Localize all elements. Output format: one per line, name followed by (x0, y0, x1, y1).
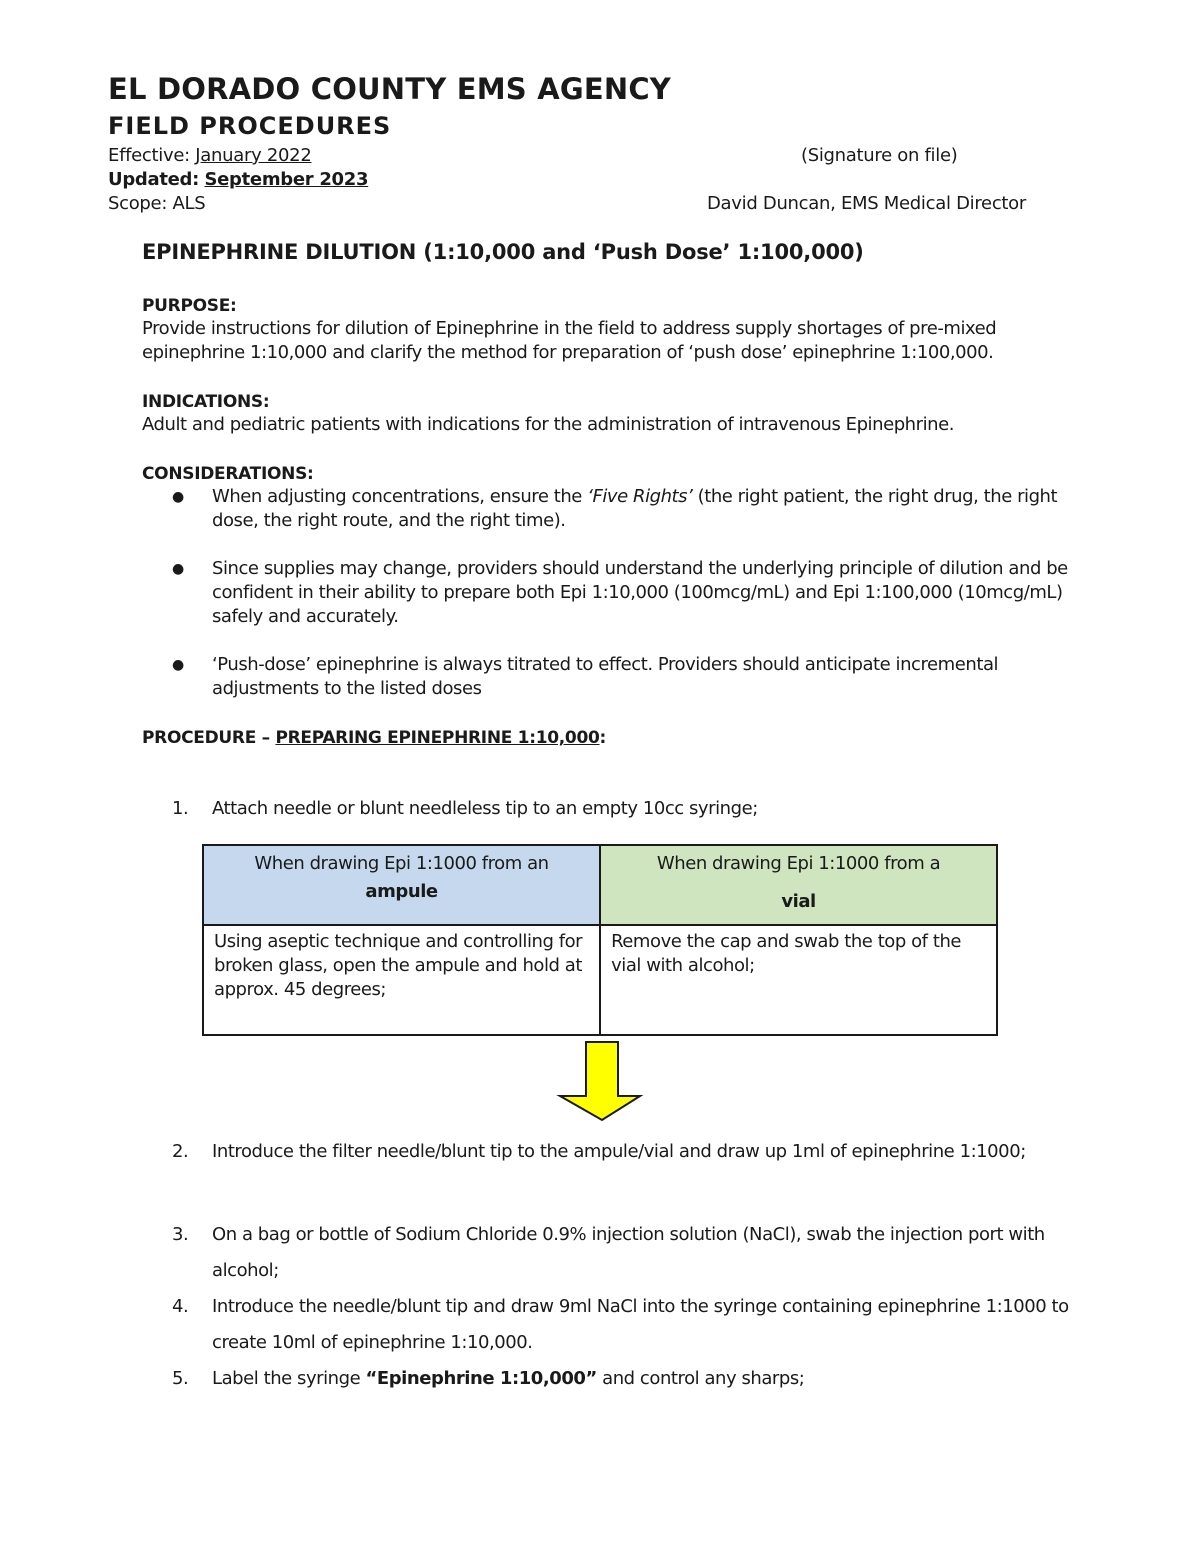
vial-header: When drawing Epi 1:1000 from a vial (600, 845, 997, 925)
ampule-vial-table (202, 844, 998, 1036)
step-number: 1. (172, 798, 189, 819)
step-3: On a bag or bottle of Sodium Chloride 0.9% injection solution (NaCl), swab the injection port with alcohol; (212, 1224, 1045, 1281)
bullet-icon: ● (172, 561, 184, 577)
document-type: FIELD PROCEDURES (108, 112, 392, 140)
scope-line (108, 193, 205, 214)
updated-label: Updated: (108, 169, 200, 190)
purpose-text: Provide instructions for dilution of Epinephrine in the field to address supply shortages of pre-mixed epinephrine 1:10,000 and clarify the method for preparation of ‘push dose’ epinephrine 1:100,000. (142, 318, 997, 363)
effective-date: January 2022 (195, 145, 312, 166)
step-number: 2. (172, 1141, 189, 1162)
step-5: Label the syringe “Epinephrine 1:10,000” and control any sharps; (212, 1368, 805, 1389)
bullet-icon: ● (172, 489, 184, 505)
considerations-heading: CONSIDERATIONS: (142, 464, 314, 484)
purpose-heading: PURPOSE: (142, 296, 237, 316)
step-number: 5. (172, 1368, 189, 1389)
updated-date: September 2023 (204, 169, 369, 190)
scope-value: ALS (172, 193, 206, 214)
consideration-1: When adjusting concentrations, ensure the ‘Five Rights’ (the right patient, the right drug, the right dose, the right route, and the right time). (212, 486, 1058, 531)
effective-label: Effective: (108, 145, 190, 166)
step-2: Introduce the filter needle/blunt tip to the ampule/vial and draw up 1ml of epinephrine 1:1000; (212, 1141, 1026, 1162)
consideration-2: Since supplies may change, providers should understand the underlying principle of dilution and be confident in their ability to prepare both Epi 1:10,000 (100mcg/mL) and Epi 1:100,000 (10mcg/mL) safely and accurately. (212, 558, 1068, 627)
procedure-heading: PROCEDURE – PREPARING EPINEPHRINE 1:10,000: (142, 728, 607, 748)
effective-line (108, 145, 311, 166)
consideration-3: ‘Push-dose’ epinephrine is always titrated to effect. Providers should anticipate incremental adjustments to the listed doses (212, 654, 999, 699)
indications-text: Adult and pediatric patients with indications for the administration of intravenous Epinephrine. (142, 414, 954, 435)
scope-label: Scope: (108, 193, 168, 214)
step-number: 4. (172, 1296, 189, 1317)
ampule-header: When drawing Epi 1:1000 from an ampule (203, 845, 600, 925)
step-4: Introduce the needle/blunt tip and draw 9ml NaCl into the syringe containing epinephrine 1:1000 to create 10ml of epinephrine 1:10,000. (212, 1296, 1069, 1353)
agency-name: EL DORADO COUNTY EMS AGENCY (108, 72, 671, 106)
step-number: 3. (172, 1224, 189, 1245)
vial-instruction: Remove the cap and swab the top of the vial with alcohol; (600, 925, 997, 1035)
updated-line (108, 169, 368, 190)
signature-note: (Signature on file) (801, 145, 958, 166)
medical-director: David Duncan, EMS Medical Director (707, 193, 1026, 214)
step-1: Attach needle or blunt needleless tip to an empty 10cc syringe; (212, 798, 758, 819)
ampule-instruction: Using aseptic technique and controlling for broken glass, open the ampule and hold at approx. 45 degrees; (203, 925, 600, 1035)
indications-heading: INDICATIONS: (142, 392, 270, 412)
page-title: EPINEPHRINE DILUTION (1:10,000 and ‘Push Dose’ 1:100,000) (142, 240, 864, 264)
down-arrow-icon (556, 1040, 644, 1124)
bullet-icon: ● (172, 657, 184, 673)
